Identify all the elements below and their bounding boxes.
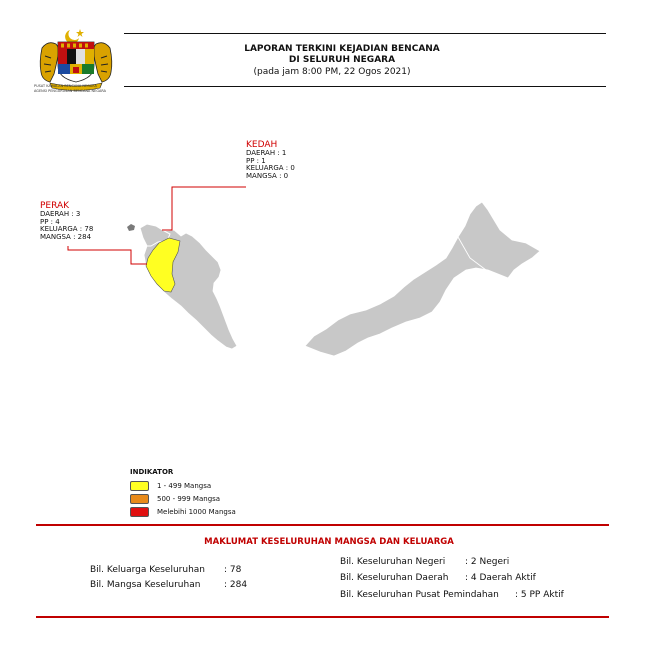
- total-relief-centres-label: Bil. Keseluruhan Pusat Pemindahan: [340, 590, 499, 600]
- legend-label-low: 1 - 499 Mangsa: [157, 482, 212, 490]
- total-families-label: Bil. Keluarga Keseluruhan: [90, 565, 205, 575]
- total-victims-label: Bil. Mangsa Keseluruhan: [90, 580, 201, 590]
- kedah-leader-line: [162, 187, 246, 230]
- east-malaysia-region: [305, 202, 540, 356]
- perak-pp: PP : 4: [40, 217, 60, 226]
- legend-label-mid: 500 - 999 Mangsa: [157, 495, 221, 503]
- report-title-line1: LAPORAN TERKINI KEJADIAN BENCANA: [244, 44, 440, 54]
- perak-info: [40, 201, 93, 241]
- total-districts-label: Bil. Keseluruhan Daerah: [340, 573, 449, 583]
- legend-swatch-low: [130, 481, 149, 491]
- total-states-value: : 2 Negeri: [465, 557, 510, 567]
- total-families-value: : 78: [224, 565, 242, 575]
- org-name-line2: AGENSI PENGURUSAN BENCANA NEGARA: [34, 88, 107, 93]
- perak-leader-line: [68, 246, 147, 264]
- legend-swatch-mid: [130, 494, 149, 504]
- summary-rule-bottom: [36, 616, 609, 618]
- kedah-name: KEDAH: [246, 140, 278, 150]
- total-relief-centres-value: : 5 PP Aktif: [515, 590, 564, 600]
- kedah-keluarga: KELUARGA : 0: [246, 164, 295, 173]
- perak-name: PERAK: [40, 201, 70, 211]
- org-name-line1: PUSAT KAWALAN BENCANA NEGARA: [34, 84, 97, 88]
- legend-label-high: Melebihi 1000 Mangsa: [157, 508, 236, 516]
- total-victims-value: : 284: [224, 580, 248, 590]
- perak-daerah: DAERAH : 3: [40, 210, 81, 218]
- legend-title: INDIKATOR: [130, 468, 174, 476]
- report-title-line2: DI SELURUH NEGARA: [288, 55, 396, 65]
- kedah-daerah: DAERAH : 1: [246, 149, 287, 157]
- summary-title: MAKLUMAT KESELURUHAN MANGSA DAN KELUARGA: [204, 537, 454, 547]
- legend-swatch-high: [130, 507, 149, 517]
- kedah-info: [246, 140, 295, 180]
- kedah-mangsa: MANGSA : 0: [246, 171, 289, 180]
- summary-rule-top: [36, 524, 609, 526]
- perak-keluarga: KELUARGA : 78: [40, 225, 94, 234]
- report-timestamp: (pada jam 8:00 PM, 22 Ogos 2021): [253, 67, 411, 77]
- total-districts-value: : 4 Daerah Aktif: [465, 573, 536, 583]
- kedah-pp: PP : 1: [246, 156, 266, 165]
- perak-mangsa: MANGSA : 284: [40, 232, 92, 241]
- langkawi-island: [127, 224, 135, 231]
- total-states-label: Bil. Keseluruhan Negeri: [340, 557, 446, 567]
